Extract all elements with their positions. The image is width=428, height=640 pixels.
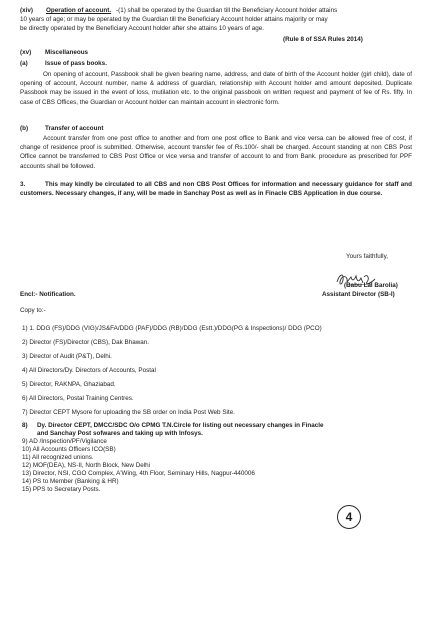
section-xv-label: (xv) bbox=[20, 49, 32, 56]
copy-list-item: and Sanchay Post sofwares and taking up with Infosys. bbox=[37, 430, 203, 437]
closing-text: Yours faithfully, bbox=[346, 253, 389, 260]
rule-note: (Rule 8 of SSA Rules 2014) bbox=[283, 36, 363, 43]
copy-list-item: 4) All Directors/Dy. Directors of Accounts, Postal bbox=[22, 367, 156, 374]
copy-list-item: 1) 1. DDG (FS)/DDG (VIG)/JS&FA/DDG (PAF)/DDG (RB)/DDG (Estt.)/DDG(PG & Inspections)/ DDG (PCO) bbox=[22, 325, 322, 332]
signer-name: (Babu Lal Barolia) bbox=[344, 282, 398, 289]
item-b-title: Transfer of account bbox=[45, 125, 104, 132]
section-xiv-label: (xiv) bbox=[20, 7, 33, 14]
section-xiv-line: -(1) shall be operated by the Guardian till the Beneficiary Account holder attains bbox=[116, 7, 338, 14]
section-xiv-line: 10 years of age; or may be operated by the Guardian till the Beneficiary Account holder attains majority or may bbox=[20, 16, 328, 23]
copy-list-item: 2) Director (FS)/Director (CBS), Dak Bhawan. bbox=[22, 339, 150, 346]
copy-list-item: 12) MOF(DEA), NS-II, North Block, New Delhi bbox=[22, 462, 151, 469]
copy-list-item: 14) PS to Member (Banking & HR) bbox=[22, 478, 119, 485]
copy-to-heading: Copy to:- bbox=[20, 307, 46, 314]
copy-list-item: Dy. Director CEPT, DMCC/SDC O/o CPMG T.N.Circle for listing out necessary changes in Finacle bbox=[37, 422, 324, 429]
item-a-text: On opening of account, Passbook shall be given bearing name, address, and date of birth of the Account holder (girl child), date of opening of account, Account number, name & address of guardian, relationship with Account holder amd amount deposited. Duplicate Passbook may be issued in the event of loss, mutilation etc. to the original passbook on written request and payment of fee of Rs. fifty. In case of CBS Offices, the Guardian or Account holder can maintain account in electronic form. bbox=[20, 71, 412, 106]
copy-list-item: 15) PPS to Secretary Posts. bbox=[22, 486, 101, 493]
signer-title: Assistant Director (SB-I) bbox=[322, 291, 395, 298]
item-b-label: (b) bbox=[20, 125, 29, 132]
copy-list-item: 7) Director CEPT Mysore for uploading the SB order on India Post Web Site. bbox=[22, 409, 235, 416]
copy-list-item-number: 8) bbox=[22, 422, 28, 429]
copy-list-item: 13) Director, NSI, CGO Complex, A'Wing, 4th Floor, Seminary Hills, Nagpur-440006 bbox=[22, 470, 255, 477]
copy-list-item: 10) All Accounts Officers ICO(SB) bbox=[22, 446, 116, 453]
page-number: 4 bbox=[337, 505, 361, 529]
copy-list-item: 9) AD /Inspection/PF/Vigilance bbox=[22, 438, 107, 445]
section-xv-title: Miscellaneous bbox=[45, 49, 89, 56]
section-xiv-title: Operation of account. bbox=[46, 7, 112, 14]
copy-list-item: 11) All recognized unions. bbox=[22, 454, 94, 461]
enclosure-note: Encl:- Notification. bbox=[20, 291, 76, 298]
item-a-label: (a) bbox=[20, 60, 28, 67]
item-a-title: Issue of pass books. bbox=[45, 60, 107, 67]
copy-list-item: 3) Director of Audit (P&T), Delhi. bbox=[22, 353, 112, 360]
copy-list-item: 5) Director, RAKNPA, Ghaziabad. bbox=[22, 381, 116, 388]
para-3-label: 3. bbox=[20, 181, 26, 188]
item-b-text: Account transfer from one post office to another and from one post office to Bank and vice versa can be allowed free of cost, if change of residence proof is submitted. Otherwise, account transfer fee of Rs.100/- shall be charged. Account standing at non CBS Post Office cannot be transferred to CBS Post Office or vice versa and transfer of account to and from Bank. procedure as prescribed for PPF accounts shall be followed. bbox=[20, 135, 412, 170]
section-xiv-line: be directly operated by the Beneficiary Account holder after she attains 10 years of age. bbox=[20, 25, 264, 32]
copy-list-item: 6) All Directors, Postal Training Centres. bbox=[22, 395, 134, 402]
para-3-text: This may kindly be circulated to all CBS and non CBS Post Offices for information and necessary guidance for staff and customers. Necessary changes, if any, will be made in Sanchay Post as well as in Finacle CBS Application in due course. bbox=[20, 181, 412, 198]
